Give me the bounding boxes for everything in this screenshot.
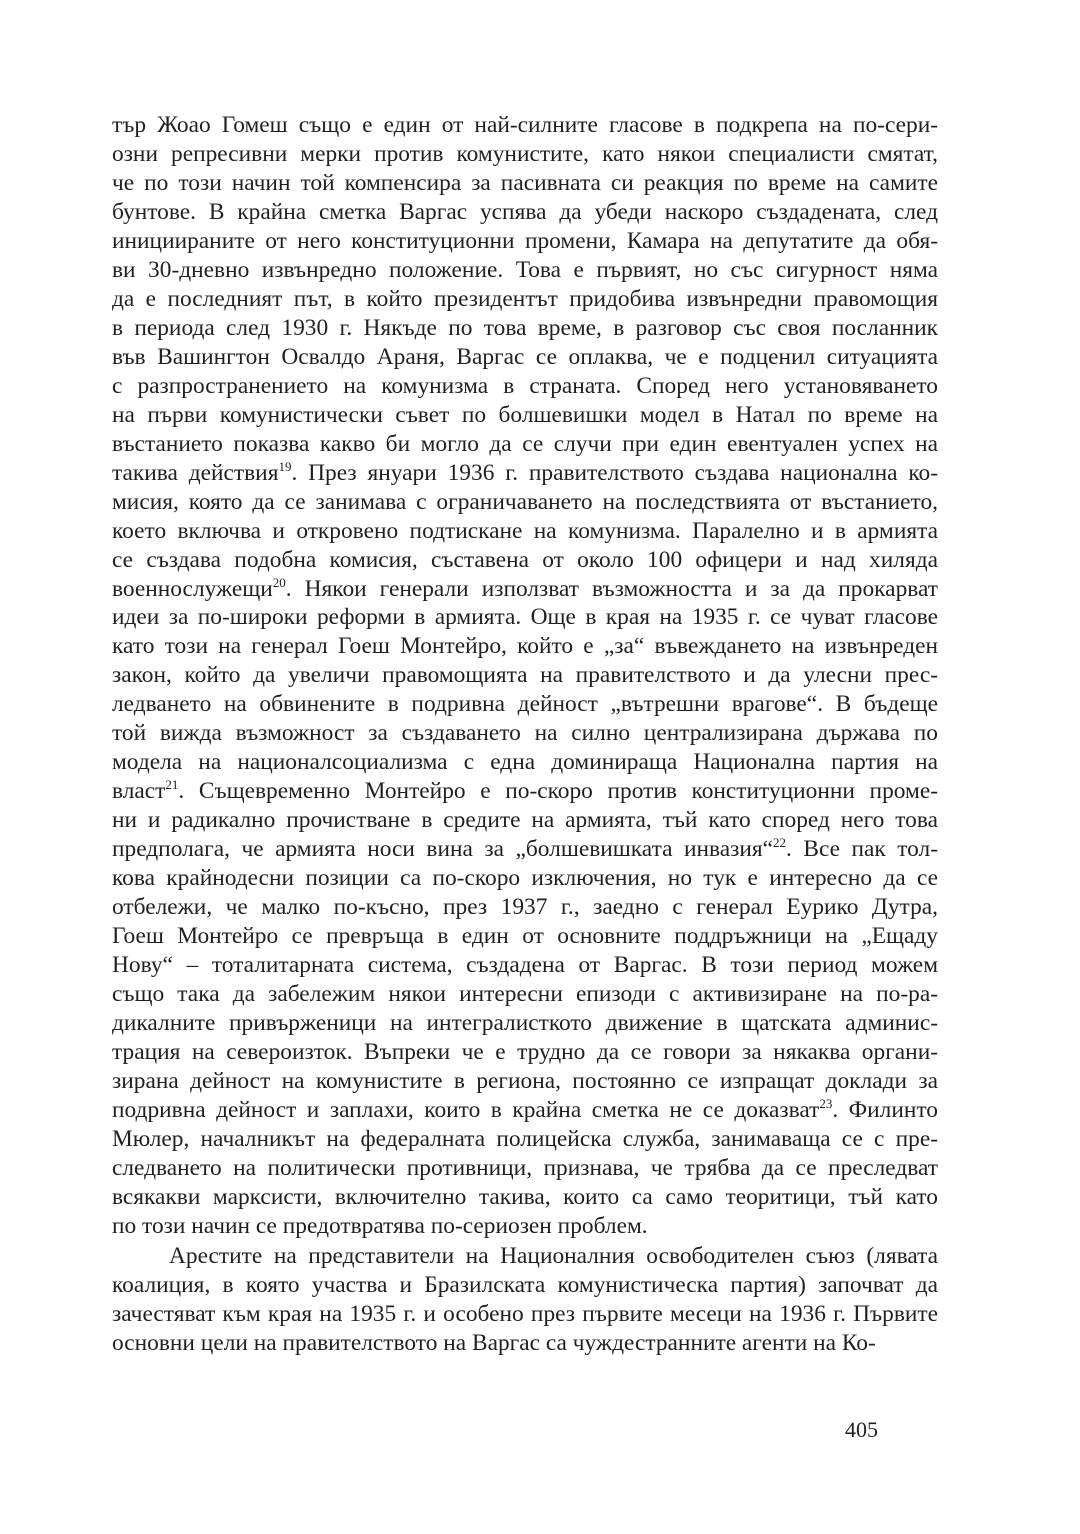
text-line: дикалните привърженици на интегралисткото движение в щатската админис-	[112, 1010, 938, 1037]
footnote-reference: 22	[773, 835, 787, 851]
text-line: закон, който да увеличи правомощията на правителството и да улесни прес-	[112, 662, 938, 689]
text-line: тър Жоао Гомеш също е един от най-силните гласове в подкрепа на по-сери-	[112, 112, 938, 138]
footnote-reference: 19	[278, 458, 292, 474]
text-line	[112, 777, 938, 806]
text-line: ни и радикално прочистване в средите на армията, тъй като според него това	[112, 807, 938, 834]
line-text: . През януари 1936 г. правителството създава национална ко-	[291, 459, 938, 486]
footnote-reference: 21	[165, 777, 179, 793]
line-text: . Същевременно Монтейро е по-скоро против конституционни проме-	[178, 778, 938, 805]
text-line: във Вашингтон Освалдо Араня, Варгас се оплаква, че е подценил ситуацията	[112, 343, 938, 370]
line-text: военнослужещи	[112, 575, 273, 602]
text-line	[112, 835, 938, 864]
text-line	[112, 575, 938, 604]
text-line: зачестяват към края на 1935 г. и особено през първите месеци на 1936 г. Първите	[112, 1300, 938, 1327]
line-text: предполага, че армията носи вина за „болшевишката инвазия“	[112, 836, 774, 863]
text-line: което включва и откровено подтискане на комунизма. Паралелно и в армията	[112, 517, 938, 544]
body-text	[112, 111, 938, 1358]
text-line: мисия, която да се занимава с ограничаването на последствията от въстанието,	[112, 488, 938, 515]
text-line: по този начин се предотвратява по-сериозен проблем.	[112, 1212, 648, 1239]
line-text: . Все пак тол-	[786, 836, 938, 863]
line-text: власт	[112, 778, 166, 805]
text-line: отбележи, че малко по-късно, през 1937 г., заедно с генерал Еурико Дутра,	[112, 894, 938, 921]
text-line: да е последният път, в който президентът придобива извънредни правомощия	[112, 285, 938, 312]
text-line: ви 30-дневно извънредно положение. Това е първият, но със сигурност няма	[112, 256, 938, 283]
paragraph-1	[112, 111, 938, 1241]
text-line: Нову“ – тоталитарната система, създадена от Варгас. В този период можем	[112, 952, 938, 979]
text-line	[112, 1096, 938, 1125]
text-line: той вижда възможност за създаването на силно централизирана държава по	[112, 720, 938, 747]
text-line: ледването на обвинените в подривна дейност „вътрешни врагове“. В бъдеще	[112, 691, 938, 718]
paragraph-2	[112, 1242, 938, 1358]
text-line: следването на политически противници, признава, че трябва да се преследват	[112, 1154, 938, 1181]
text-line: озни репресивни мерки против комунистите, като някои специалисти смятат,	[112, 140, 938, 167]
text-line: Гоеш Монтейро се превръща в един от основните поддръжници на „Ещаду	[112, 923, 938, 950]
text-line: коалиция, в която участва и Бразилската комунистическа партия) започват да	[112, 1271, 938, 1298]
text-line: основни цели на правителството на Варгас са чуждестранните агенти на Ко-	[112, 1329, 876, 1356]
text-line: всякакви марксисти, включително такива, които са само теоритици, тъй като	[112, 1183, 938, 1210]
text-line: че по този начин той компенсира за пасивната си реакция по време на самите	[112, 169, 938, 196]
text-line: модела на националсоциализма с една доминираща Национална партия на	[112, 749, 938, 776]
text-line: се създава подобна комисия, съставена от около 100 офицери и над хиляда	[112, 546, 938, 573]
text-line: бунтове. В крайна сметка Варгас успява да убеди наскоро създадената, след	[112, 198, 938, 225]
line-text: . Някои генерали използват възможността и за да прокарват	[285, 575, 938, 602]
text-line: като този на генерал Гоеш Монтейро, който е „за“ въвеждането на извънреден	[112, 633, 938, 660]
line-text: подривна дейност и заплахи, които в крайна сметка не се доказват	[112, 1096, 820, 1123]
line-text: такива действия	[112, 459, 279, 486]
line-text: въстанието показва какво би могло да се случи при един евентуален успех на	[112, 430, 938, 457]
text-line: с разпространението на комунизма в страната. Според него установяването	[112, 372, 938, 399]
text-line: трация на североизток. Въпреки че е трудно да се говори за някаква органи-	[112, 1039, 938, 1065]
text-line	[112, 459, 938, 488]
line-text: . Филинто	[832, 1096, 938, 1123]
text-line: в периода след 1930 г. Някъде по това време, в разговор със своя посланник	[112, 314, 938, 341]
text-line	[112, 430, 938, 459]
text-line: идеи за по-широки реформи в армията. Още в края на 1935 г. се чуват гласове	[112, 604, 938, 631]
document-page	[112, 111, 938, 1491]
text-line: на първи комунистически съвет по болшевишки модел в Натал по време на	[112, 401, 938, 428]
text-line: Арестите на представители на Националния освободителен съюз (лявата	[169, 1242, 938, 1269]
text-line: кова крайнодесни позиции са по-скоро изключения, но тук е интересно да се	[112, 865, 938, 892]
page-number: 405	[845, 1417, 878, 1442]
text-line: Мюлер, началникът на федералната полицейска служба, занимаваща се с пре-	[112, 1125, 938, 1152]
text-line: зирана дейност на комунистите в региона, постоянно се изпращат доклади за	[112, 1067, 938, 1094]
footnote-reference: 20	[272, 574, 286, 590]
footnote-reference: 23	[819, 1095, 833, 1111]
text-line: също така да забележим някои интересни епизоди с активизиране на по-ра-	[112, 981, 938, 1008]
text-line: инициираните от него конституционни промени, Камара на депутатите да обя-	[112, 227, 938, 254]
